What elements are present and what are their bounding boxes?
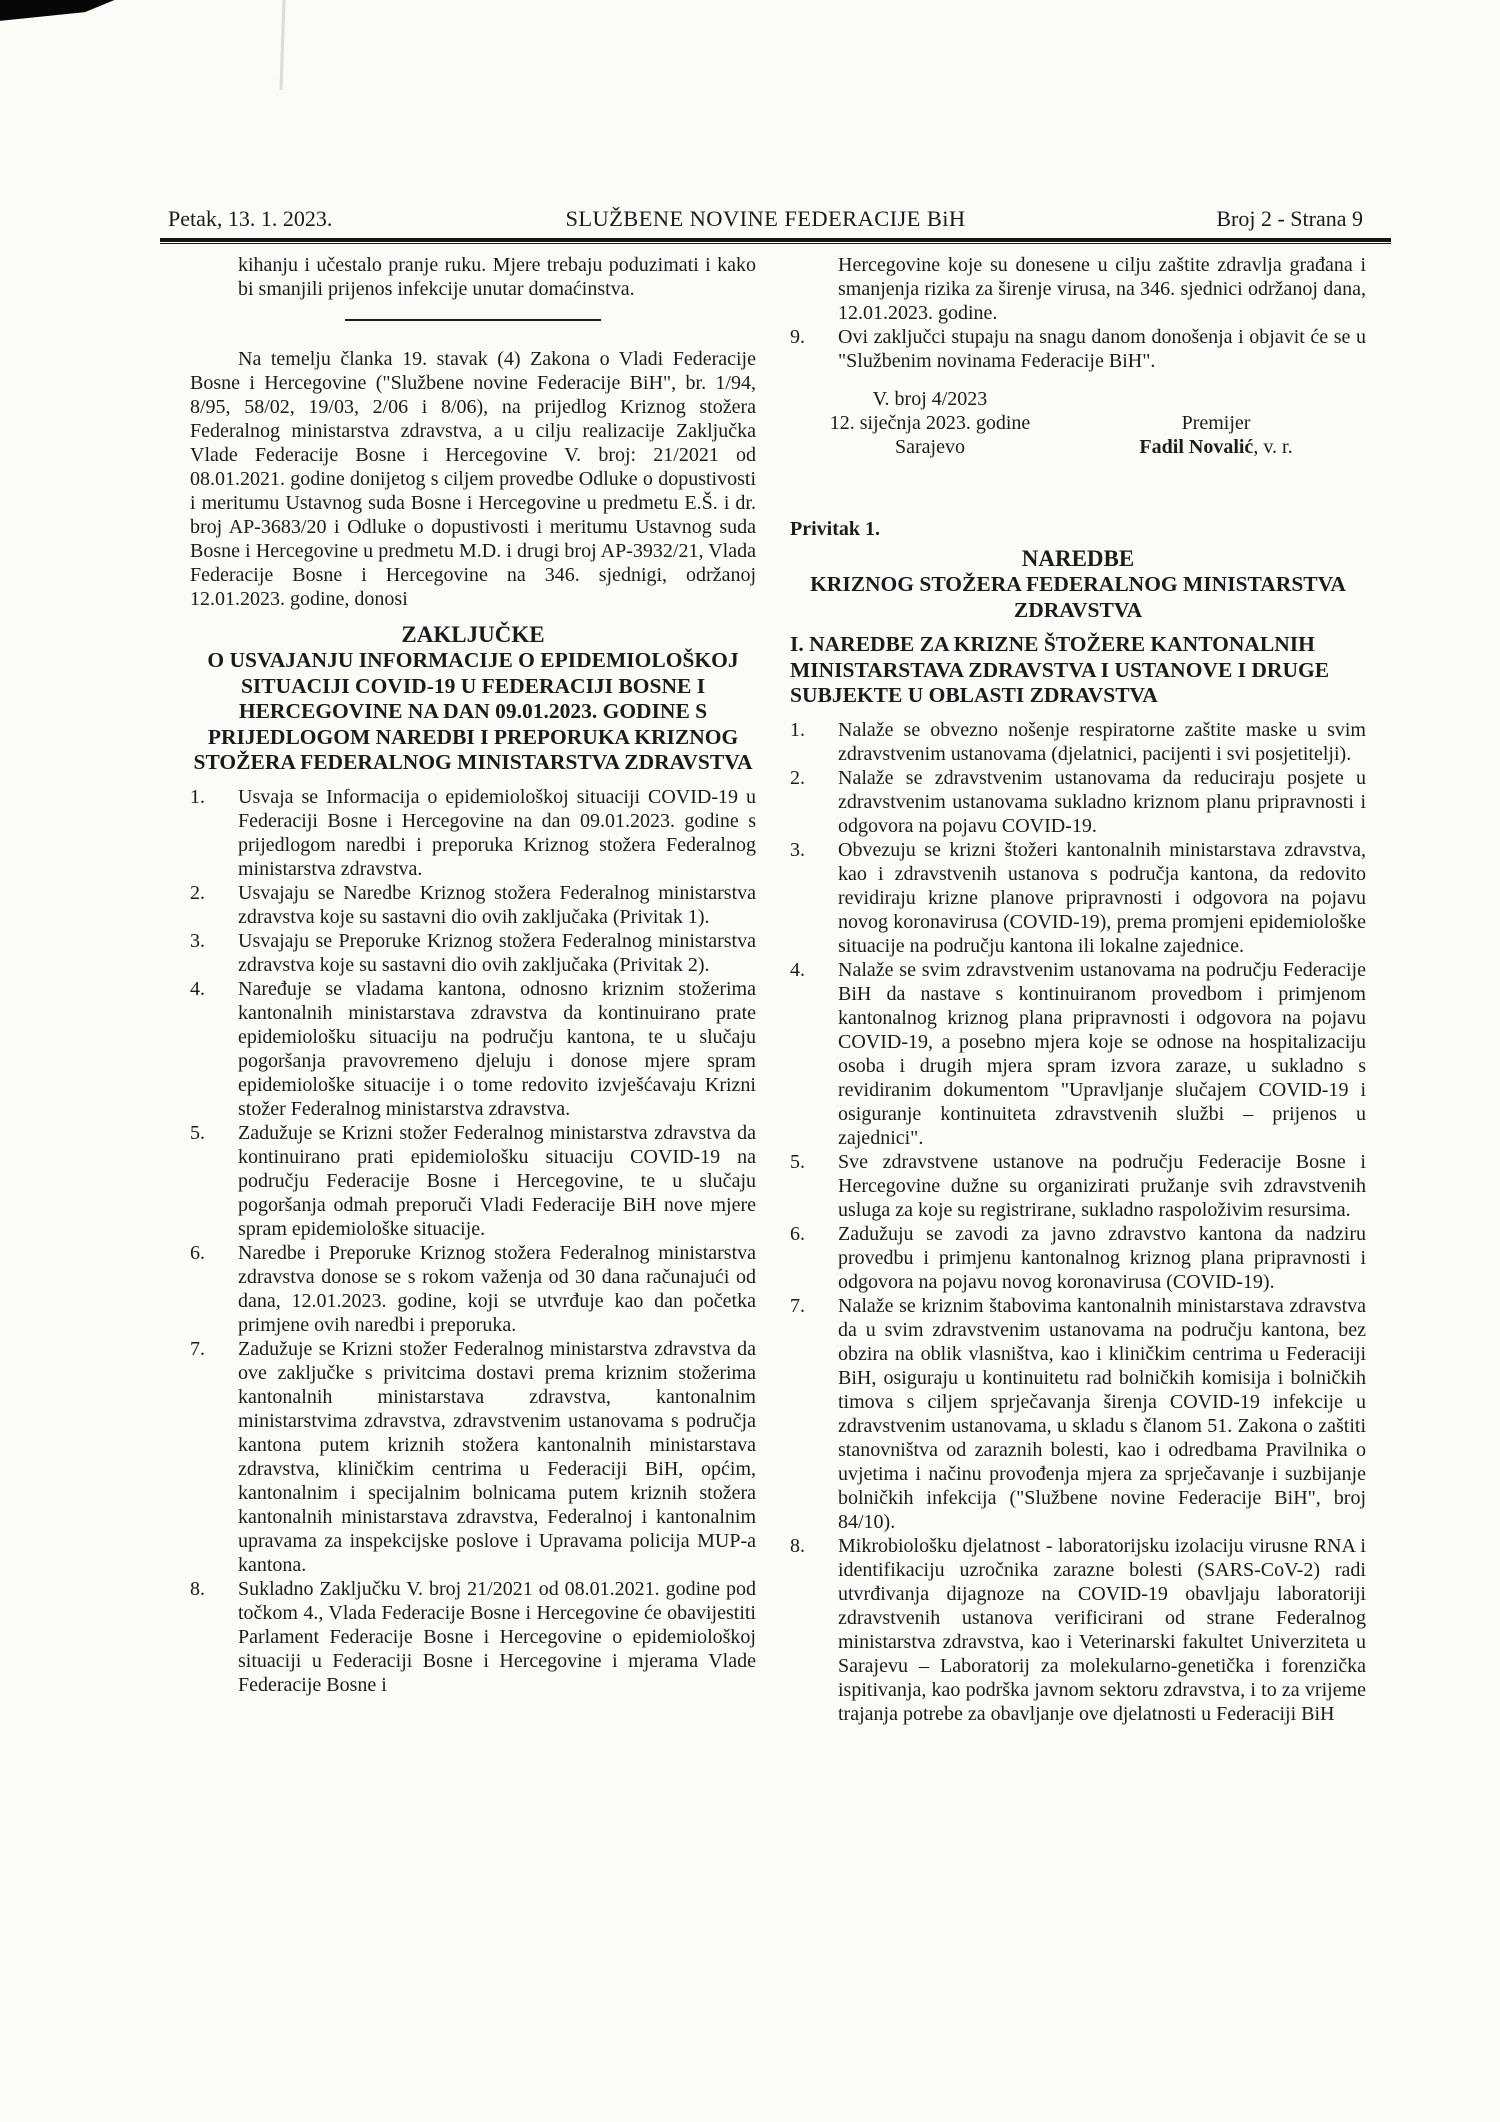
- order-item: [790, 1150, 1366, 1222]
- left-column: [190, 253, 756, 1697]
- item-text: Obvezuju se krizni štožeri kantonalnih ministarstava zdravstva, kao i zdravstvenih ustanova s područja kantona, da redovito revidiraju krizne planove pripravnosti i odgovora na pojavu novog koronavirusa (COVID-19), prema promjeni epidemiološke situacije na području kantona ili lokalne zajednice.: [838, 838, 1366, 957]
- order-item: [790, 1294, 1366, 1534]
- header-page-number: Broj 2 - Strana 9: [1216, 206, 1363, 231]
- conclusion-item: [190, 785, 756, 881]
- item-text: Usvaja se Informacija o epidemiološkoj situaciji COVID-19 u Federaciji Bosne i Hercegovine na dan 09.01.2023. godine s prijedlogom naredbi i preporuka Kriznog stožera Federalnog ministarstva zdravstva.: [238, 785, 756, 880]
- orders-title: NAREDBE: [1021, 546, 1135, 571]
- section-separator: [345, 319, 601, 321]
- item-text: Usvajaju se Naredbe Kriznog stožera Federalnog ministarstva zdravstva koje su sastavni dio ovih zaključaka (Privitak 1).: [238, 881, 756, 928]
- conclusion-item: [190, 1121, 756, 1241]
- item-number: 6.: [190, 1241, 205, 1264]
- item-text: Mikrobiološku djelatnost - laboratorijsku izolaciju virusne RNA i identifikaciju uzročnika zarazne bolesti (SARS-CoV-2) radi utvrđivanja dijagnoze na COVID-19 obavljaju laboratoriji zdravstvenih ustanova verificirani od strane Federalnog ministarstva zdravstva, kao i Veterinarski fakultet Univerziteta u Sarajevu – Laboratorij za molekularno-genetička i forenzička ispitivanja, kao podrška javnom sektoru zdravstva, i to za vrijeme trajanja potrebe za obavljanje ove djelatnosti u Federaciji BiH: [838, 1534, 1366, 1725]
- header-double-rule: [160, 238, 1391, 244]
- item-text: Zadužuje se Krizni stožer Federalnog ministarstva zdravstva da kontinuirano prati epidemiološku situaciju COVID-19 na području Federacije Bosne i Hercegovine, te u slučaju pogoršanja odmah preporuči Vladi Federacije BiH nove mjere spram epidemiološke situacije.: [238, 1121, 756, 1240]
- decision-place: Sarajevo: [895, 436, 965, 458]
- item-text: Zadužuje se Krizni stožer Federalnog ministarstva zdravstva da ove zaključke s privitcima dostavi prema kriznim stožerima kantonalnih ministarstava zdravstva, kantonalnim ministarstvima zdravstva, zdravstvenim ustanovama s područja kantona putem kriznih stožera kantonalnih ministarstava zdravstva, kliničkim centrima u Federaciji BiH, općim, kantonalnim i specijalnim bolnicama putem kriznih stožera kantonalnih ministarstava zdravstva, Federalnoj i kantonalnim upravama za inspekcijske poslove i Upravama policija MUP-a kantona.: [238, 1337, 756, 1576]
- item-text: Nalaže se obvezno nošenje respiratorne zaštite maske u svim zdravstvenim ustanovama (djelatnici, pacijenti i svi posjetitelji).: [838, 718, 1366, 765]
- item-text: Nalaže se zdravstvenim ustanovama da reduciraju posjete u zdravstvenim ustanovama sukladno kriznom planu pripravnosti i odgovora na pojavu COVID-19.: [838, 766, 1366, 837]
- item-number: 9.: [790, 326, 805, 348]
- signature-left: [790, 387, 1070, 459]
- item-number: 4.: [790, 958, 805, 981]
- header-date: Petak, 13. 1. 2023.: [168, 206, 333, 231]
- page-header: [162, 206, 1391, 232]
- item-number: 7.: [190, 1337, 205, 1360]
- item-number: 5.: [790, 1150, 805, 1173]
- order-item: [790, 766, 1366, 838]
- item-number: 6.: [790, 1222, 805, 1245]
- scan-artifact-corner: [0, 0, 118, 22]
- item-text: Zadužuju se zavodi za javno zdravstvo kantona da nadziru provedbu i primjenu kantonalnog kriznog plana pripravnosti i odgovora na pojavu novog koronavirusa (COVID-19).: [838, 1222, 1366, 1293]
- signature-block: [790, 387, 1366, 487]
- orders-list: [790, 718, 1366, 1726]
- signature-right: [1066, 411, 1366, 459]
- item-text: Naređuje se vladama kantona, odnosno kriznim stožerima kantonalnih ministarstava zdravstva da kontinuirano prate epidemiološku situaciju na području kantona, te u slučaju pogoršanja pravovremeno djeluju i donose mjere spram epidemiološke situacije i o tome redovito izvješćavaju Krizni stožer Federalnog ministarstva zdravstva.: [238, 977, 756, 1120]
- signer-role: Premijer: [1181, 412, 1251, 434]
- order-item: [790, 1534, 1366, 1726]
- order-item: [790, 958, 1366, 1150]
- scan-artifact-streak: [279, 0, 285, 90]
- item-number: 1.: [190, 785, 205, 808]
- conclusions-subtitle: O USVAJANJU INFORMACIJE O EPIDEMIOLOŠKOJ SITUACIJI COVID-19 U FEDERACIJI BOSNE I HERCEGOVINE NA DAN 09.01.2023. GODINE S PRIJEDLOGOM NAREDBI I PREPORUKA KRIZNOG STOŽERA FEDERALNOG MINISTARSTVA ZDRAVSTVA: [193, 648, 753, 774]
- item-number: 4.: [190, 977, 205, 1000]
- item-text: Nalaže se kriznim štabovima kantonalnih ministarstava zdravstva da u svim zdravstvenim ustanovama na području kantona, bez obzira na oblik vlasništva, kao i kliničkim centrima u Federaciji BiH, osiguraju u kontinuitetu rad bolničkih komisija i bolničkih timova s ciljem sprječavanja širenja COVID-19 infekcije u zdravstvenim ustanovama, u skladu s članom 51. Zakona o zaštiti stanovništva od zaraznih bolesti, kao i odredbama Pravilnika o uvjetima i načinu provođenja mjera za sprječavanje i suzbijanje bolničkih infekcija ("Službene novine Federacije BiH", broj 84/10).: [838, 1294, 1366, 1533]
- item-text: Usvajaju se Preporuke Kriznog stožera Federalnog ministarstva zdravstva koje su sastavni dio ovih zaključaka (Privitak 2).: [238, 929, 756, 976]
- right-column: [790, 253, 1366, 1726]
- conclusion-item: [190, 929, 756, 977]
- item-text: Sukladno Zaključku V. broj 21/2021 od 08.01.2021. godine pod točkom 4., Vlada Federacije Bosne i Hercegovine će obavijestiti Parlament Federacije Bosne i Hercegovine o epidemiološkoj situaciji u Federaciji Bosne i Hercegovine i mjerama Vlade Federacije Bosne i: [238, 1577, 756, 1696]
- conclusions-list: [190, 785, 756, 1697]
- item-text: Ovi zaključci stupaju na snagu danom donošenja i objavit će se u "Službenim novinama Federacije BiH".: [838, 326, 1366, 372]
- conclusion-item: [190, 881, 756, 929]
- order-item: [790, 1222, 1366, 1294]
- signer-name: Fadil Novalić: [1139, 436, 1254, 458]
- item-text: Sve zdravstvene ustanove na području Federacije Bosne i Hercegovine dužne su organizirati pružanje svih zdravstvenih usluga za koje su registrirane, sukladno raspoloživim resursima.: [838, 1150, 1366, 1221]
- carryover-paragraph: kihanju i učestalo pranje ruku. Mjere trebaju poduzimati i kako bi smanjili prijenos infekcije unutar domaćinstva.: [238, 254, 756, 300]
- decision-date: 12. siječnja 2023. godine: [829, 412, 1031, 434]
- item-number: 3.: [190, 929, 205, 952]
- item-number: 8.: [790, 1534, 805, 1557]
- signer-name-line: [1066, 435, 1366, 459]
- item-number: 1.: [790, 718, 805, 741]
- orders-subtitle: KRIZNOG STOŽERA FEDERALNOG MINISTARSTVA ZDRAVSTVA: [810, 572, 1346, 622]
- orders-section-heading: I. NAREDBE ZA KRIZNE ŠTOŽERE KANTONALNIH MINISTARSTAVA ZDRAVSTVA I USTANOVE I DRUGE SUBJEKTE U OBLASTI ZDRAVSTVA: [790, 632, 1330, 707]
- conclusion-item: [190, 1241, 756, 1337]
- item-text: Nalaže se svim zdravstvenim ustanovama na području Federacije BiH da nastave s kontinuiranom provedbom i primjenom kantonalnog kriznog plana pripravnosti i odgovora na pojavu COVID-19, a posebno mjera koje se odnose na hospitalizaciju osoba i drugih mjera spram izvora zaraze, u sukladno s revidiranim dokumentom "Upravljanje slučajem COVID-19 i osiguranje kontinuiteta zdravstvenih službi – prijenos u zajednici".: [838, 958, 1366, 1149]
- conclusion-item: [190, 1337, 756, 1577]
- item-text: Naredbe i Preporuke Kriznog stožera Federalnog ministarstva zdravstva donose se s rokom važenja od 30 dana računajući od dana, 12.01.2023. godine, koji se utvrđuje kao dan početka primjene ovih naredbi i preporuka.: [238, 1241, 756, 1336]
- conclusion-item: [790, 325, 1366, 373]
- conclusion-item: [190, 1577, 756, 1697]
- conclusion-item: [190, 977, 756, 1121]
- conclusions-title: ZAKLJUČKE: [401, 622, 545, 647]
- item-number: 7.: [790, 1294, 805, 1317]
- item-number: 5.: [190, 1121, 205, 1144]
- gazette-title: SLUŽBENE NOVINE FEDERACIJE BiH: [565, 206, 966, 231]
- attachment-label: Privitak 1.: [790, 518, 880, 540]
- signer-name-suffix: , v. r.: [1253, 436, 1293, 458]
- decision-number: V. broj 4/2023: [872, 388, 988, 410]
- preamble-paragraph: Na temelju članka 19. stavak (4) Zakona o Vladi Federacije Bosne i Hercegovine ("Službene novine Federacije BiH", br. 1/94, 8/95, 58/02, 19/03, 2/06 i 8/06), na prijedlog Kriznog stožera Federalnog ministarstva zdravstva, a u cilju realizacije Zaključka Vlade Federacije Bosne i Hercegovine V. broj: 21/2021 od 08.01.2021. godine donijetog s ciljem provedbe Odluke o dopustivosti i meritumu Ustavnog suda Bosne i Hercegovine u predmetu E.Š. i dr. broj AP-3683/20 i Odluke o dopustivosti i meritumu Ustavnog suda Bosne i Hercegovine u predmetu M.D. i drugi broj AP-3932/21, Vlada Federacije Bosne i Hercegovine na 346. sjednigi, održanoj 12.01.2023. godine, donosi: [190, 348, 756, 610]
- item-number: 3.: [790, 838, 805, 861]
- order-item: [790, 718, 1366, 766]
- item-number: 2.: [190, 881, 205, 904]
- item-number: 2.: [790, 766, 805, 789]
- carryover-paragraph: Hercegovine koje su donesene u cilju zaštite zdravlja građana i smanjenja rizika za širenje virusa, na 346. sjednici održanoj dana, 12.01.2023. godine.: [838, 254, 1366, 324]
- order-item: [790, 838, 1366, 958]
- item-number: 8.: [190, 1577, 205, 1600]
